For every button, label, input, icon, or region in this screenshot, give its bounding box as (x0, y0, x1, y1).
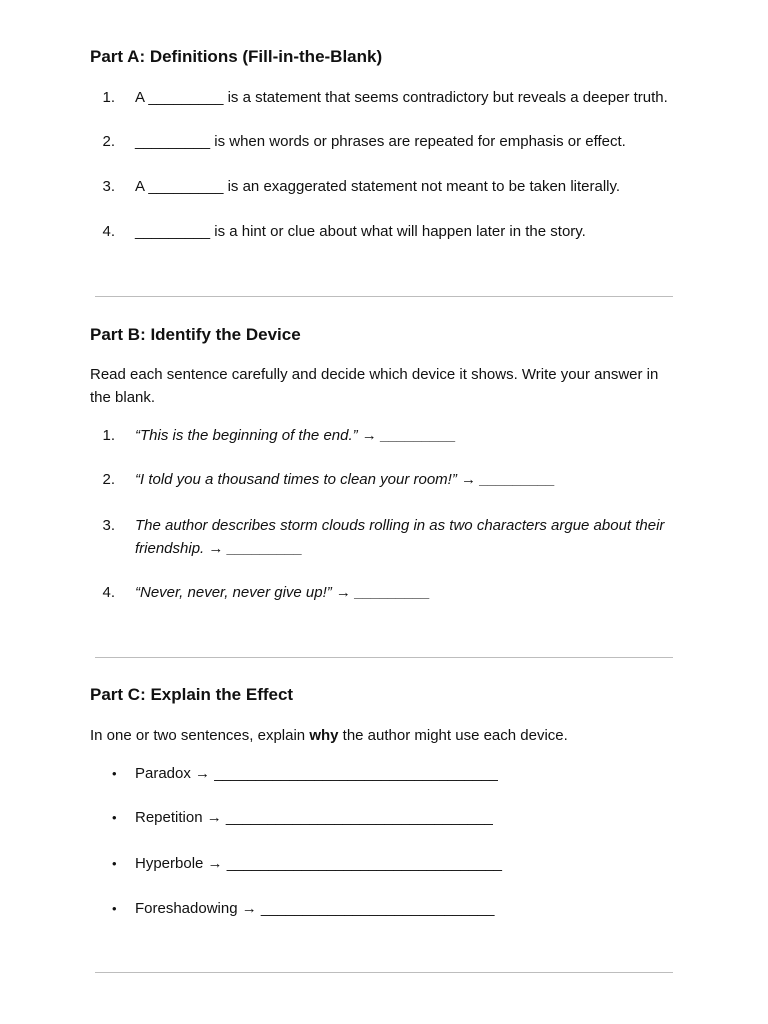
item-text: _________ is a hint or clue about what will happen later in the story. (135, 223, 586, 240)
part-a-heading: Part A: Definitions (Fill-in-the-Blank) (90, 47, 383, 66)
item-number: 3. (102, 517, 115, 534)
item-text: Foreshadowing → ____________________________ (135, 900, 495, 917)
item-text: “I told you a thousand times to clean your room!” → _________ (135, 471, 556, 488)
bullet-icon: • (112, 901, 117, 916)
item-number: 2. (102, 471, 115, 488)
item-number: 1. (102, 427, 115, 444)
item-text: A _________ is an exaggerated statement not meant to be taken literally. (135, 178, 621, 195)
item-number: 4. (102, 223, 115, 240)
item-text: Repetition → ________________________________ (135, 809, 493, 826)
instructions-text: In one or two sentences, explain (90, 727, 310, 744)
bullet-icon: • (112, 766, 117, 781)
item-text: _________ is when words or phrases are repeated for emphasis or effect. (135, 133, 626, 150)
part-b-instructions: Read each sentence carefully and decide which device it shows. Write your answer in the blank. (90, 366, 659, 406)
item-text: “This is the beginning of the end.” → _________ (135, 427, 457, 444)
item-number: 4. (102, 584, 115, 601)
instructions-emphasis: why (309, 727, 339, 744)
section-divider (95, 296, 673, 297)
part-c-heading: Part C: Explain the Effect (90, 685, 294, 704)
item-text: A _________ is a statement that seems contradictory but reveals a deeper truth. (135, 89, 668, 106)
item-text: The author describes storm clouds rolling in as two characters argue about their friendship. → _________ (135, 517, 665, 557)
section-divider (95, 657, 673, 658)
item-text: “Never, never, never give up!” → _________ (135, 584, 431, 601)
item-number: 1. (102, 89, 115, 106)
section-divider (95, 972, 673, 973)
bullet-icon: • (112, 810, 117, 825)
item-text: Paradox → __________________________________ (135, 765, 498, 782)
bullet-icon: • (112, 856, 117, 871)
part-c-instructions (90, 724, 680, 747)
item-text: Hyperbole → _________________________________ (135, 855, 503, 872)
item-number: 3. (102, 178, 115, 195)
instructions-text: the author might use each device. (338, 727, 568, 744)
part-b-heading: Part B: Identify the Device (90, 325, 301, 344)
item-number: 2. (102, 133, 115, 150)
